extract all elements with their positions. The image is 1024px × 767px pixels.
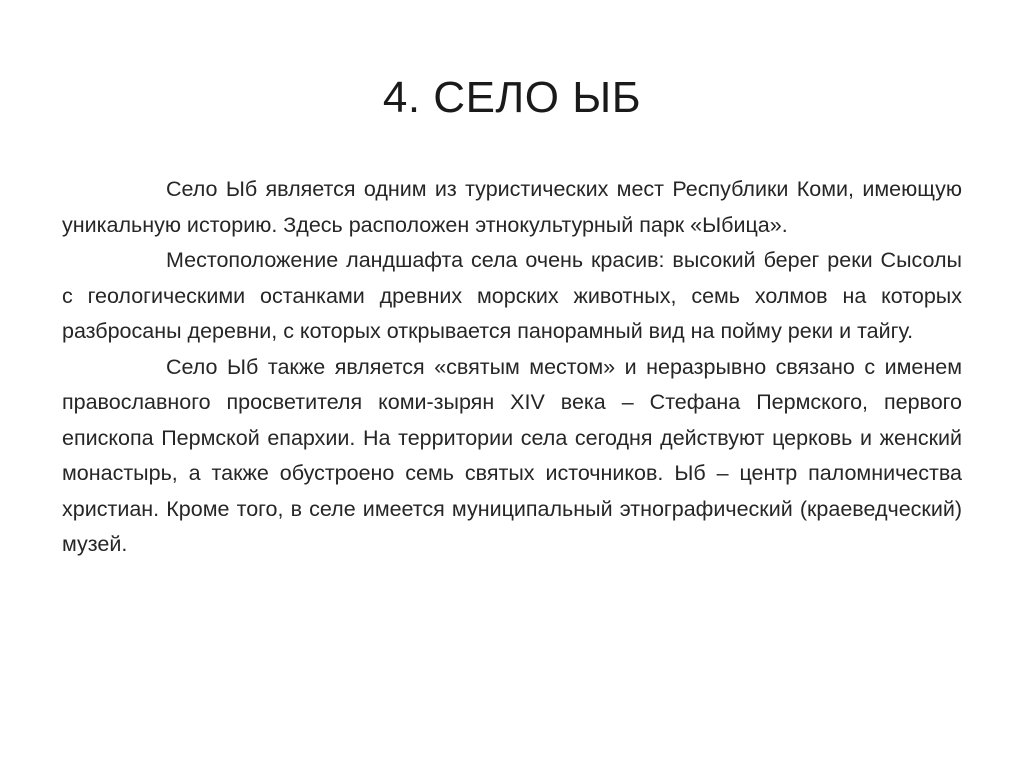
slide-title: 4. СЕЛО ЫБ <box>382 73 642 122</box>
paragraph-intro: Село Ыб является одним из туристических мест Республики Коми, имеющую уникальную историю. Здесь расположен этнокультурный парк «Ыбица». <box>62 177 962 237</box>
paragraph-holy-place: Село Ыб также является «святым местом» и неразрывно связано с именем православного просветителя коми-зырян XIV века – Стефана Пермского, первого епископа Пермской епархии. На территории села сегодня действуют церковь и женский монастырь, а также обустроено семь святых источников. Ыб – центр паломничества христиан. Кроме того, в селе имеется муниципальный этнографический (краеведческий) музей. <box>62 354 962 556</box>
slide-body <box>62 172 962 563</box>
paragraph-landscape: Местоположение ландшафта села очень красив: высокий берег реки Сысолы с геологическими останками древних морских животных, семь холмов на которых разбросаны деревни, с которых открывается панорамный вид на пойму реки и тайгу. <box>62 248 962 343</box>
